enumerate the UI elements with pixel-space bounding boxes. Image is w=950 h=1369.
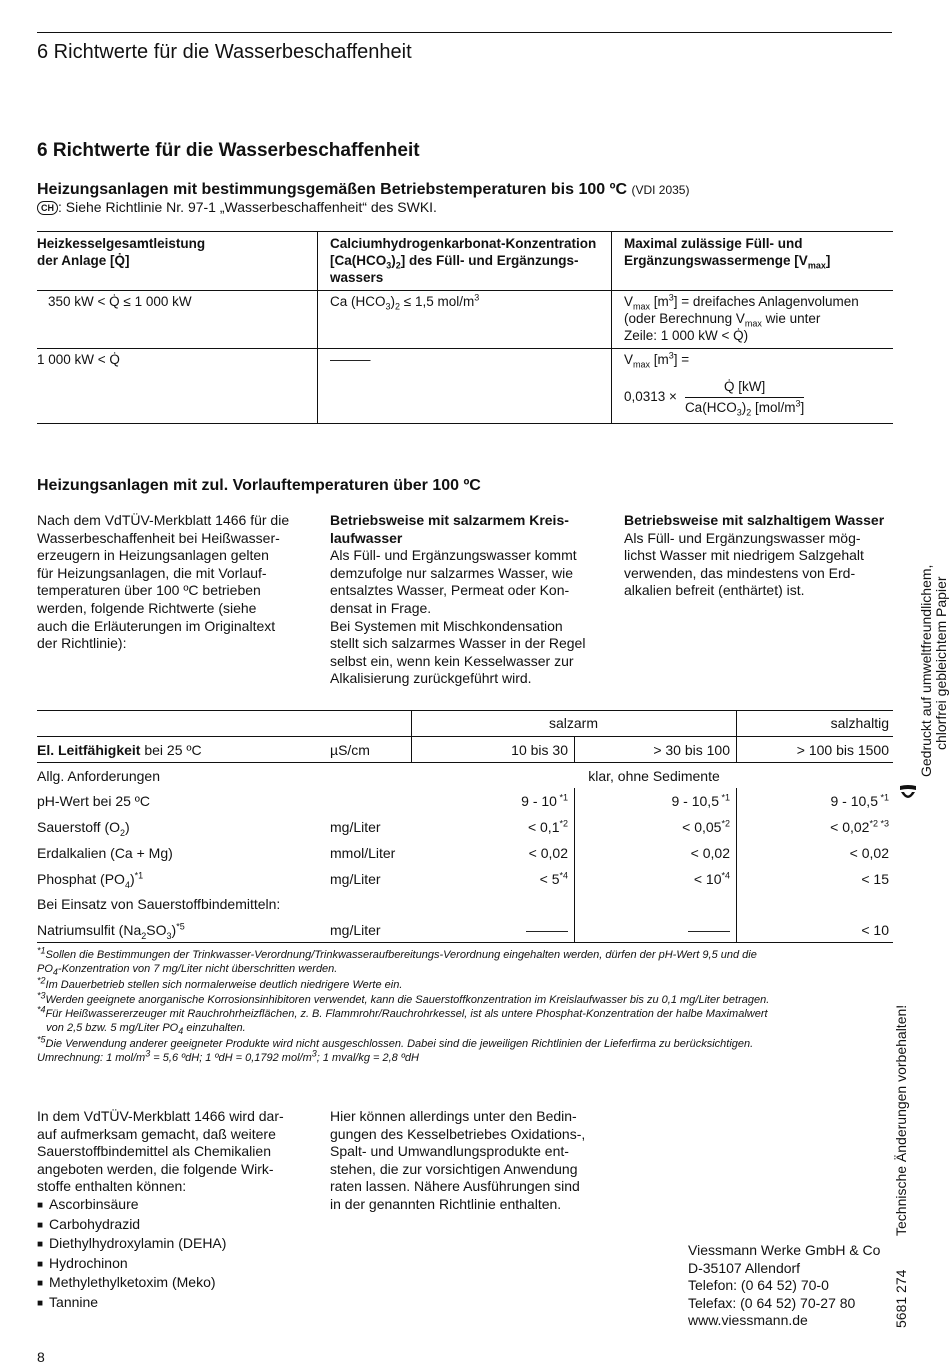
value-na-3: < 10 <box>861 922 889 938</box>
value-erd-1: < 0,02 <box>528 845 568 861</box>
list-item: ■ Diethylhydroxylamin (DEHA) <box>37 1235 284 1255</box>
value-ph-3: 9 - 10,5 $^{*1}$ <box>830 792 889 809</box>
footnote-3: $^{*3}$Werden geeignete anorganische Korrosionsinhibitoren verwendet, kann die Sauerstoffkonzentration im Kreislaufwasser bis zu 0,1 mg/Liter betragen. <box>37 990 770 1006</box>
cell-volume-1: $V_{max}$ $[m^3]$ = dreifaches Anlagenvolumen (oder Berechnung $V_{max}$ wie unter Zeile: 1 000 kW < Q̇) <box>624 292 859 343</box>
row-label-erdalkalien: Erdalkalien (Ca + Mg) <box>37 845 173 861</box>
list-item: ■ Tannine <box>37 1294 284 1314</box>
ingredient-list <box>37 1196 284 1314</box>
value-o2-1: < $0,1^{*2}$ <box>527 818 568 835</box>
list-item: ■ Hydrochinon <box>37 1255 284 1275</box>
value-leit-3: > 100 bis 1500 <box>796 742 889 758</box>
subheading-vdi: Heizungsanlagen mit bestimmungsgemäßen Betriebstemperaturen bis 100 ºC (VDI 2035) <box>37 181 690 198</box>
salzhaltig-column: Betriebsweise mit salzhaltigem Wasser Als Füll- und Ergänzungswasser mög- lichst Wasser mit niedrigem Salzgehalt verwenden, das mindestens von Erd- alkalien befreit (enthärtet) ist. <box>624 512 885 599</box>
row-label-allg: Allg. Anforderungen <box>37 768 160 784</box>
value-erd-3: < 0,02 <box>849 845 889 861</box>
cell-volume-2: $V_{max}$ $[m^3]$ = <box>624 350 690 370</box>
value-na-1: ——— <box>526 922 568 938</box>
group-salzhaltig: salzhaltig <box>830 715 889 731</box>
value-pho-2: < $10^{*4}$ <box>693 870 730 887</box>
formula: 0,0313 × $\frac{Q̇ [kW]}{Ca(HCO_3)_2 [mol/m^3]}$ <box>624 379 805 418</box>
unit-phosphat: mg/Liter <box>330 871 381 887</box>
footnote-5: $^{*5}$Die Verwendung anderer geeigneter Produkte wird nicht ausgeschlossen. Dabei sind die jeweiligen Richtlinien der Lieferfirma zu berücksichtigen. Umrechnung: 1 mol/$m^3 = 5,6$ ºdH; 1 ºdH = 0,1792 mol/$m^3$; 1 mval/kg = 2,8 ºdH <box>37 1034 754 1064</box>
unit-erdalkalien: mmol/Liter <box>330 845 396 861</box>
value-na-2: ——— <box>688 922 730 938</box>
table-divider <box>611 231 612 423</box>
list-item: ■ Ascorbinsäure <box>37 1196 284 1216</box>
header-rule <box>37 32 892 33</box>
table-rule <box>37 423 893 424</box>
header-cell-wassermenge: Maximal zulässige Füll- und Ergänzungswassermenge $[V_{max}]$ <box>624 236 831 271</box>
cell-conc-1: Ca $(HCO_3)_2 \le 1,5$ mol/$m^3$ <box>330 292 480 312</box>
row-label-ph: pH-Wert bei 25 ºC <box>37 793 151 809</box>
header-cell-leistung: Heizkesselgesamtleistung der Anlage [Q̇] <box>37 236 206 268</box>
table-rule <box>37 231 893 232</box>
value-ph-2: 9 - 10,5 $^{*1}$ <box>671 792 730 809</box>
value-ph-1: 9 - 10 $^{*1}$ <box>521 792 568 809</box>
table-divider <box>736 788 737 942</box>
document-number: 5681 274 <box>893 1269 909 1328</box>
value-leit-2: > 30 bis 100 <box>653 742 730 758</box>
company-address: Viessmann Werke GmbH & Co D-35107 Allendorf Telefon: (0 64 52) 70-0 Telefax: (0 64 52) 70-27 80 www.viessmann.de <box>688 1242 881 1329</box>
table-rule <box>37 762 893 763</box>
changes-reserved: Technische Änderungen vorbehalten! <box>893 1004 909 1236</box>
value-leit-1: 10 bis 30 <box>511 742 568 758</box>
table-divider <box>574 788 575 942</box>
value-o2-3: < $0,02^{*2 *3}$ <box>830 818 889 835</box>
footnote-2: $^{*2}$Im Dauerbetrieb stellen sich normalerweise deutlich niedrigere Werte ein. <box>37 975 403 991</box>
footnote-1: $^{*1}$Sollen die Bestimmungen der Trinkwasser-Verordnung/Trinkwasseraufbereitungs-Verordnung eingehalten werden, dürfen der pH-Wert 9,5 und die $PO_4$-Konzentration von 7 mg/Liter nicht überschritten werden. <box>37 945 757 978</box>
table-rule <box>37 710 893 711</box>
cell-range-1: 350 kW < Q̇ ≤ 1 000 kW <box>48 294 192 309</box>
table-rule <box>37 736 893 737</box>
bottom-column-1: In dem VdTÜV-Merkblatt 1466 wird dar- auf aufmerksam gemacht, daß weitere Sauerstoffbindemittel als Chemikalien angeboten werden, die folgende Wirk- stoffe enthalten können: ■ Ascorbinsäure ■ Carbohydrazid ■ Diethylhydroxylamin (DEHA) ■ Hydrochinon ■ Methylethylketoxim (Meko) ■ Tannine <box>37 1108 284 1314</box>
eco-text-line1: Gedruckt auf umweltfreundlichem, <box>918 564 934 777</box>
cell-range-2: 1 000 kW < Q̇ <box>37 352 120 367</box>
table-rule <box>37 942 893 943</box>
intro-column: Nach dem VdTÜV-Merkblatt 1466 für die Wasserbeschaffenheit bei Heißwasser- erzeugern in Heizungsanlagen gelten für Heizungsanlagen, die mit Vorlauf- temperaturen über 100 ºC betrieben werden, folgende Richtwerte (siehe auch die Erläuterungen im Originaltext der Richtlinie): <box>37 512 290 652</box>
value-pho-1: < $5^{*4}$ <box>539 870 568 887</box>
salzarm-column: Betriebsweise mit salzarmem Kreis- laufwasser Als Füll- und Ergänzungswasser kommt demzufolge nur salzarmes Wasser, wie entsalztes Wasser, Permeat oder Kon- densat in Frage. Bei Systemen mit Mischkondensation stellt sich salzarmes Wasser in der Regel selbst ein, wenn kein Kesselwasser zur Alkalisierung zurückgeführt wird. <box>330 512 586 687</box>
table-divider <box>317 231 318 423</box>
footnote-4: $^{*4}$Für Heißwassererzeuger mit Rauchrohrheizflächen, z. B. Flammrohr/Rauchrohrkessel, ist als untere Phosphat-Konzentration der halbe Maximalwert von 2,5 bzw. 5 mg/Liter $PO_4$ einzuhalten. <box>37 1004 768 1037</box>
eco-text-line2: chlorfrei gebleichtem Papier <box>933 576 949 750</box>
unit-leitfaehigkeit: µS/cm <box>330 742 370 758</box>
list-item: ■ Carbohydrazid <box>37 1216 284 1236</box>
value-pho-3: < 15 <box>861 871 889 887</box>
table-rule <box>37 348 893 349</box>
value-o2-2: < $0,05^{*2}$ <box>682 818 730 835</box>
row-label-sauerstoff: Sauerstoff $(O_2)$ <box>37 819 130 838</box>
table-rule <box>37 290 893 291</box>
value-allg: klar, ohne Sedimente <box>588 768 720 784</box>
unit-natriumsulfit: mg/Liter <box>330 922 381 938</box>
subheading-vdtuev: Heizungsanlagen mit zul. Vorlauftemperaturen über 100 ºC <box>37 477 481 494</box>
ch-badge-icon: CH <box>37 201 58 215</box>
list-item: ■ Methylethylketoxim (Meko) <box>37 1274 284 1294</box>
cell-conc-2: ——— <box>330 352 371 367</box>
row-label-natriumsulfit: Natriumsulfit $(Na_2SO_3)^{*5}$ <box>37 921 185 941</box>
section-title: 6 Richtwerte für die Wasserbeschaffenheit <box>37 140 420 161</box>
value-erd-2: < 0,02 <box>690 845 730 861</box>
running-header: 6 Richtwerte für die Wasserbeschaffenheit <box>37 41 412 63</box>
page-number: 8 <box>37 1349 45 1365</box>
eco-logo-icon <box>898 782 918 806</box>
row-label-phosphat: Phosphat $(PO_4)^{*1}$ <box>37 870 144 890</box>
swiss-note: CH : Siehe Richtlinie Nr. 97-1 „Wasserbeschaffenheit“ des SWKI. <box>37 199 437 217</box>
row-label-sauerstoffbindemittel: Bei Einsatz von Sauerstoffbindemitteln: <box>37 896 281 912</box>
unit-sauerstoff: mg/Liter <box>330 819 381 835</box>
row-label-leitfaehigkeit: El. Leitfähigkeit bei 25 ºC <box>37 742 202 758</box>
group-salzarm: salzarm <box>548 715 598 731</box>
header-cell-konzentration: Calciumhydrogenkarbonat-Konzentration $[Ca(HCO_3)_2]$ des Füll- und Ergänzungs- wassers <box>330 236 597 285</box>
bottom-column-2: Hier können allerdings unter den Bedin- gungen des Kesselbetriebes Oxidations-, Spalt- und Umwandlungsprodukte ent- stehen, die zur vorsichtigen Anwendung raten lassen. Nähere Ausführungen sind in der genannten Richtlinie enthalten. <box>330 1108 586 1212</box>
